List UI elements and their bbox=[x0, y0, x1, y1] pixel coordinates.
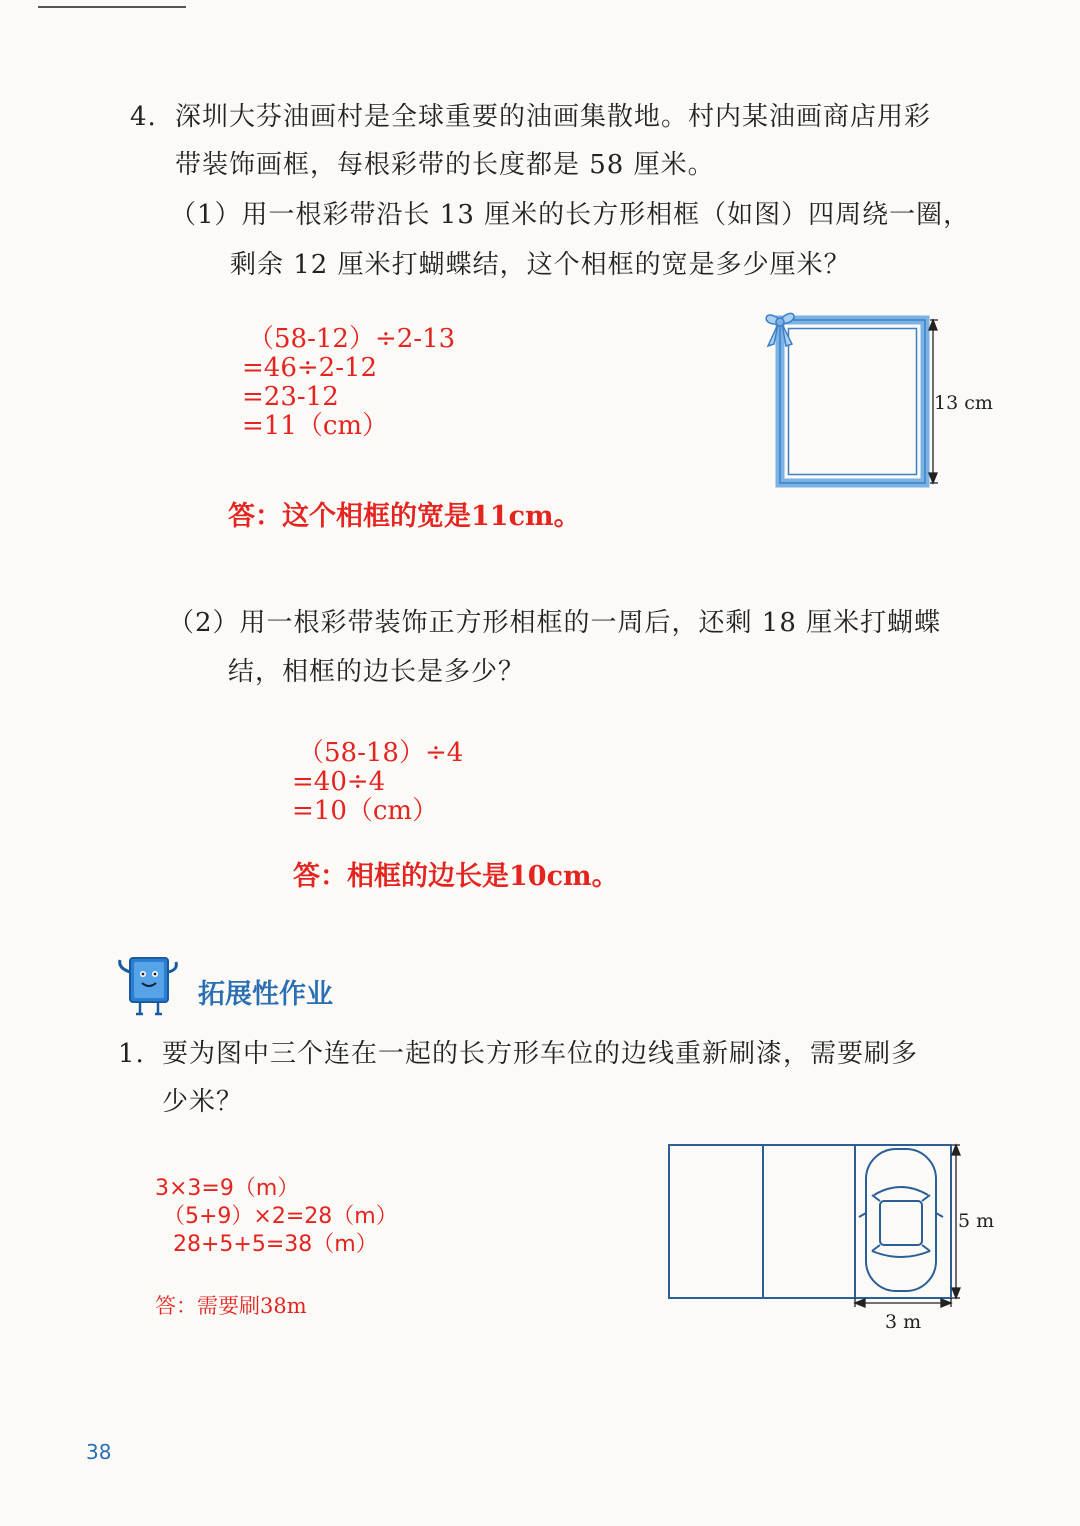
part-2-answer: 答：相框的边长是10cm。 bbox=[293, 861, 619, 892]
car-icon bbox=[859, 1149, 943, 1291]
problem-1-calc-step-1: 3×3=9（m） bbox=[155, 1176, 300, 1201]
part-1-answer: 答：这个相框的宽是11cm。 bbox=[228, 501, 581, 532]
section-title: 拓展性作业 bbox=[198, 979, 333, 1010]
parking-spaces-figure bbox=[660, 1135, 1005, 1320]
part-2-line-1: （2）用一根彩带装饰正方形相框的一周后，还剩 18 厘米打蝴蝶 bbox=[168, 608, 942, 638]
part-1-calc-step-4: =11（cm） bbox=[242, 411, 389, 441]
frame-height-label: 13 cm bbox=[934, 392, 993, 414]
problem-1-calc-step-2: （5+9）×2=28（m） bbox=[163, 1204, 398, 1229]
width-dimension-arrow bbox=[855, 1298, 951, 1307]
problem-1-number: 1. bbox=[118, 1039, 145, 1069]
parking-width-label: 3 m bbox=[885, 1311, 922, 1333]
part-1-line-1: （1）用一根彩带沿长 13 厘米的长方形相框（如图）四周绕一圈， bbox=[170, 200, 971, 230]
problem-4-line-1: 深圳大芬油画村是全球重要的油画集散地。村内某油画商店用彩 bbox=[175, 102, 932, 132]
book-mascot-icon bbox=[112, 950, 184, 1018]
part-2-calc-step-1: （58-18）÷4 bbox=[298, 738, 464, 768]
parking-height-label: 5 m bbox=[958, 1210, 995, 1232]
problem-4-number: 4. bbox=[130, 102, 157, 132]
part-1-calc-step-2: =46÷2-12 bbox=[242, 353, 378, 383]
part-1-calc-step-3: =23-12 bbox=[242, 382, 339, 412]
part-2-line-2: 结，相框的边长是多少？ bbox=[228, 657, 526, 687]
part-2-calc-step-3: =10（cm） bbox=[292, 796, 439, 826]
problem-1-calc-step-3: 28+5+5=38（m） bbox=[173, 1232, 378, 1257]
top-rule bbox=[38, 6, 186, 8]
page-number: 38 bbox=[86, 1440, 112, 1464]
parking-outline bbox=[669, 1145, 951, 1298]
part-2-calc-step-2: =40÷4 bbox=[292, 767, 386, 797]
part-1-line-2: 剩余 12 厘米打蝴蝶结，这个相框的宽是多少厘米？ bbox=[230, 250, 851, 280]
problem-4-line-2: 带装饰画框，每根彩带的长度都是 58 厘米。 bbox=[175, 150, 715, 180]
problem-1-answer: 答：需要刷38m bbox=[155, 1294, 307, 1318]
part-1-calc-step-1: （58-12）÷2-13 bbox=[248, 324, 456, 354]
problem-1-line-2: 少米？ bbox=[162, 1087, 244, 1117]
photo-frame-border bbox=[780, 320, 925, 483]
problem-1-line-1: 要为图中三个连在一起的长方形车位的边线重新刷漆，需要刷多 bbox=[162, 1039, 919, 1069]
